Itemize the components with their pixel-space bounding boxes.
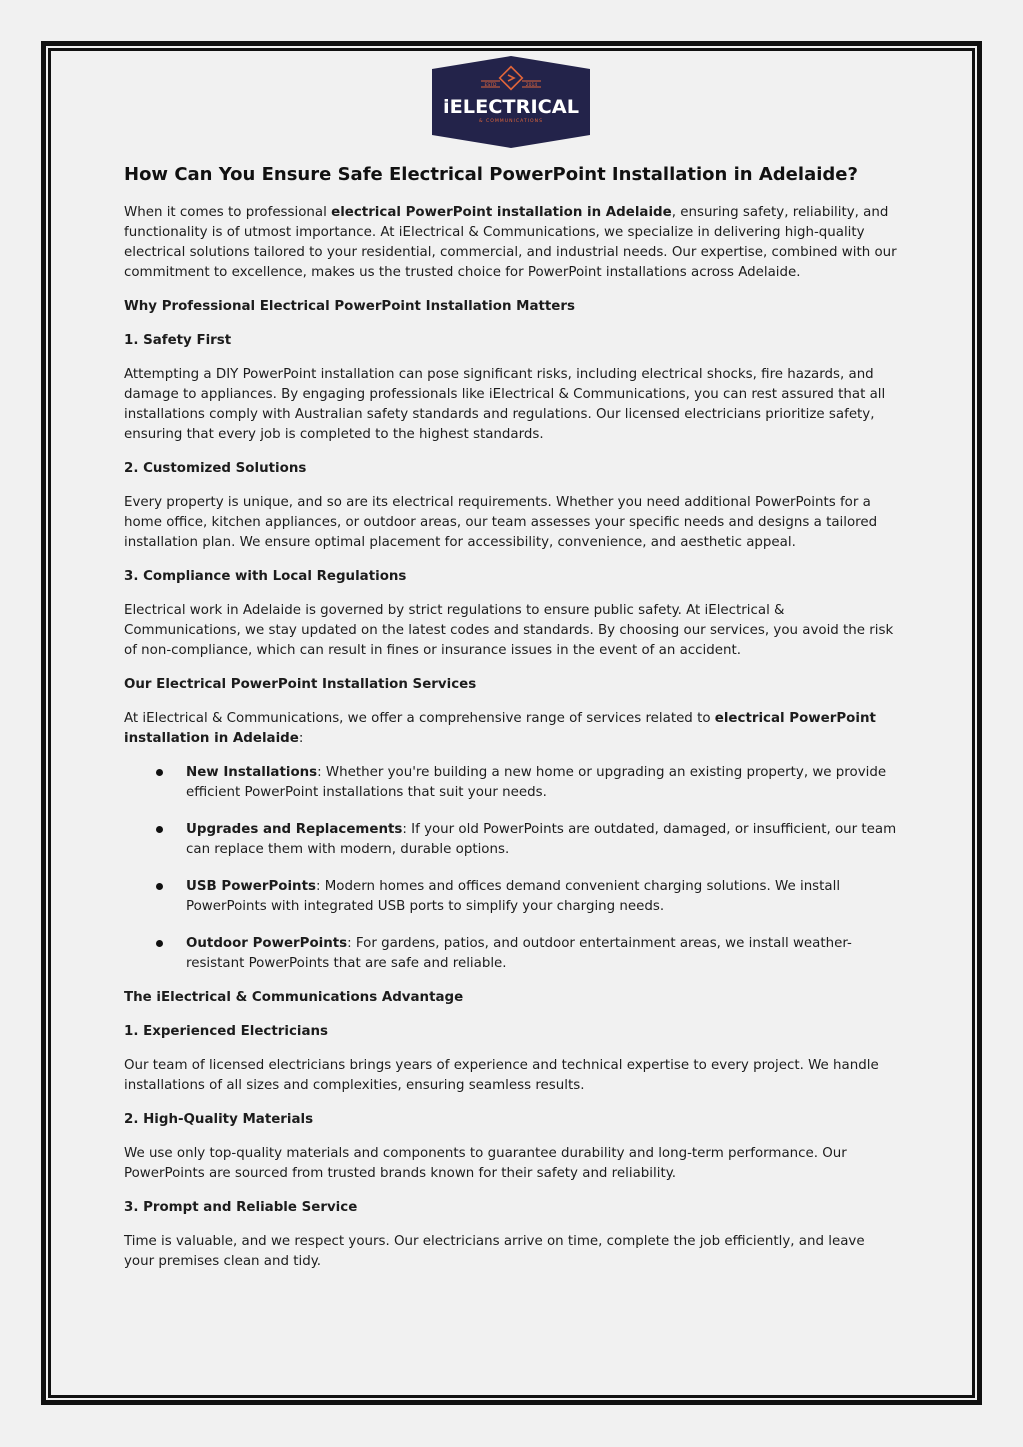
services-list	[124, 763, 898, 974]
subheading-safety-first: 1. Safety First	[124, 333, 232, 348]
company-logo	[432, 56, 590, 148]
page-title: How Can You Ensure Safe Electrical PowerPoint Installation in Adelaide?	[124, 164, 858, 185]
svg-text:2014: 2014	[525, 83, 538, 88]
bullet-icon	[156, 940, 163, 947]
list-item: USB PowerPoints: Modern homes and offices demand convenient charging solutions. We install PowerPoints with integrated USB ports to simplify your charging needs.	[124, 877, 898, 917]
list-item: Upgrades and Replacements: If your old PowerPoints are outdated, damaged, or insufficient, our team can replace them with modern, durable options.	[124, 820, 898, 860]
paragraph-compliance: Electrical work in Adelaide is governed by strict regulations to ensure public safety. At iElectrical & Communications, we stay updated on the latest codes and standards. By choosing our services, you avoid the risk of non-compliance, which can result in fines or insurance issues in the event of an accident.	[124, 603, 894, 658]
paragraph-customized-solutions: Every property is unique, and so are its electrical requirements. Whether you need additional PowerPoints for a home office, kitchen appliances, or outdoor areas, our team assesses your specific needs and designs a tailored installation plan. We ensure optimal placement for accessibility, convenience, and aesthetic appeal.	[124, 495, 878, 550]
subheading-prompt-service: 3. Prompt and Reliable Service	[124, 1200, 358, 1215]
article-body	[124, 163, 898, 1286]
subheading-customized-solutions: 2. Customized Solutions	[124, 461, 307, 476]
paragraph-quality-materials: We use only top-quality materials and components to guarantee durability and long-term performance. Our PowerPoints are sourced from trusted brands known for their safety and reliability.	[124, 1146, 847, 1181]
bullet-icon	[156, 769, 163, 776]
svg-text:ESTD: ESTD	[484, 83, 497, 88]
svg-text:iELECTRICAL: iELECTRICAL	[443, 96, 579, 118]
section-heading-why: Why Professional Electrical PowerPoint Installation Matters	[124, 299, 575, 314]
bullet-icon	[156, 826, 163, 833]
paragraph-experienced-electricians: Our team of licensed electricians brings years of experience and technical expertise to every project. We handle installations of all sizes and complexities, ensuring seamless results.	[124, 1058, 879, 1093]
subheading-compliance: 3. Compliance with Local Regulations	[124, 569, 407, 584]
list-item: New Installations: Whether you're building a new home or upgrading an existing property, we provide efficient PowerPoint installations that suit your needs.	[124, 763, 898, 803]
svg-text:& COMMUNICATIONS: & COMMUNICATIONS	[478, 119, 544, 124]
subheading-quality-materials: 2. High-Quality Materials	[124, 1112, 314, 1127]
section-heading-advantage: The iElectrical & Communications Advantage	[124, 990, 464, 1005]
paragraph-safety-first: Attempting a DIY PowerPoint installation can pose significant risks, including electrical shocks, fire hazards, and damage to appliances. By engaging professionals like iElectrical & Communications, you can rest assured that all installations comply with Australian safety standards and regulations. Our licensed electricians prioritize safety, ensuring that every job is completed to the highest standards.	[124, 367, 886, 442]
subheading-experienced-electricians: 1. Experienced Electricians	[124, 1024, 329, 1039]
paragraph-prompt-service: Time is valuable, and we respect yours. Our electricians arrive on time, complete the job efficiently, and leave your premises clean and tidy.	[124, 1234, 865, 1269]
list-item: Outdoor PowerPoints: For gardens, patios, and outdoor entertainment areas, we install weather-resistant PowerPoints that are safe and reliable.	[124, 934, 898, 974]
section-heading-services: Our Electrical PowerPoint Installation Services	[124, 677, 477, 692]
bullet-icon	[156, 883, 163, 890]
intro-paragraph: When it comes to professional electrical PowerPoint installation in Adelaide, ensuring safety, reliability, and functionality is of utmost importance. At iElectrical & Communications, we specialize in delivering high-quality electrical solutions tailored to your residential, commercial, and industrial needs. Our expertise, combined with our commitment to excellence, makes us the trusted choice for PowerPoint installations across Adelaide.	[124, 205, 897, 280]
services-intro: At iElectrical & Communications, we offer a comprehensive range of services related to electrical PowerPoint installation in Adelaide:	[124, 711, 876, 746]
